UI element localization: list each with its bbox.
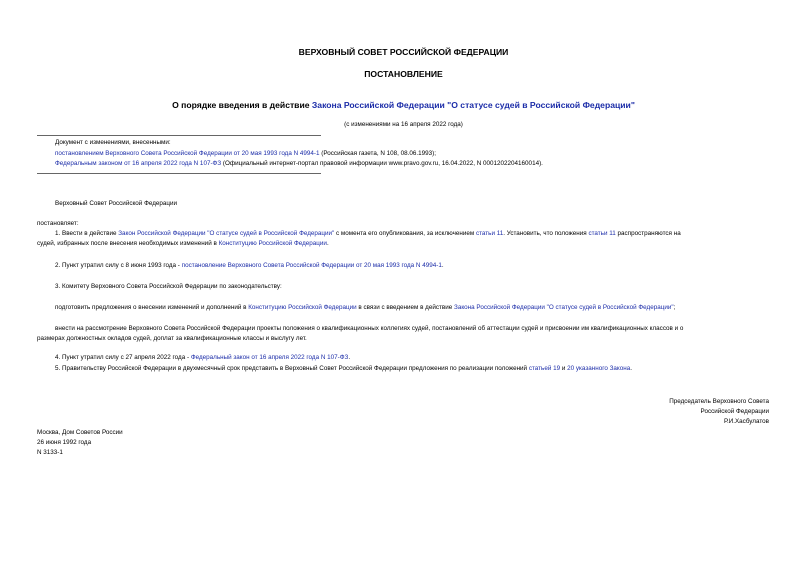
p1-law-link[interactable]: Закон Российской Федерации "О статусе судей в Российской Федерации" — [118, 230, 335, 237]
issuer: Верховный Совет Российской Федерации — [55, 200, 178, 207]
p3a-law-link[interactable]: Закона Российской Федерации "О статусе судей в Российской Федерации" — [454, 304, 674, 311]
changes-item-1 — [55, 150, 436, 158]
bottom-divider — [37, 173, 321, 174]
p3a-text-1: подготовить предложения о внесении изменений и дополнений в — [55, 304, 249, 311]
p1-text-2: с момента его опубликования, за исключением — [334, 230, 476, 237]
signature-line-2: Российской Федерации — [700, 408, 769, 415]
p1-text-3: . Установить, что положения — [503, 230, 589, 237]
footer-date: 26 июня 1992 года — [37, 439, 92, 446]
paragraph-1-line-1 — [55, 230, 681, 238]
p1-text-6: . — [326, 240, 329, 247]
paragraph-4 — [55, 354, 350, 362]
p2-resolution-link[interactable]: постановление Верховного Совета Российской Федерации от 20 мая 1993 года N 4994-1 — [181, 262, 442, 269]
p5-text-3: . — [630, 365, 632, 372]
p4-text-2: . — [348, 354, 351, 361]
revision-note: (с изменениями на 16 апреля 2022 года) — [344, 121, 463, 128]
paragraph-3b-line-1: внести на рассмотрение Верховного Совета Российской Федерации проекты положения о квалификационных коллегиях судей, постановлений об аттестации судей и присвоении им квалификационных классов и о — [55, 325, 684, 332]
p5-text-1: 5. Правительству Российской Федерации в двухмесячный срок представить в Верховный Совет Российской Федерации предложения по реализации положений — [55, 365, 529, 372]
title-law-link[interactable]: Закона Российской Федерации "О статусе судей в Российской Федерации" — [311, 100, 635, 110]
top-divider — [37, 135, 321, 136]
p1-text-4: распространяются на — [615, 230, 681, 237]
paragraph-2 — [55, 262, 444, 270]
p4-federal-law-link[interactable]: Федеральный закон от 16 апреля 2022 года N 107-ФЗ — [190, 354, 349, 361]
changes-item-2 — [55, 160, 543, 168]
p1-article-11-link-2[interactable]: статьи 11 — [588, 230, 616, 237]
paragraph-3b-line-2: размерах должностных окладов судей, доплат за квалификационные классы и выслугу лет. — [37, 335, 307, 342]
org-heading: ВЕРХОВНЫЙ СОВЕТ РОССИЙСКОЙ ФЕДЕРАЦИИ — [298, 47, 509, 57]
p1-article-11-link-1[interactable]: статьи 11 — [475, 230, 504, 237]
p3a-text-2: в связи с введением в действие — [356, 304, 455, 311]
paragraph-1-line-2 — [37, 240, 329, 248]
signature-line-1: Председатель Верховного Совета — [669, 398, 769, 405]
change-source-1: (Российская газета, N 108, 08.06.1993); — [319, 150, 436, 157]
p2-text-2: . — [441, 262, 444, 269]
p5-article-19-link[interactable]: статьей 19 — [528, 365, 561, 372]
p1-text-5: судей, избранных после внесения необходимых изменений в — [37, 240, 219, 247]
change-link-1[interactable]: постановлением Верховного Совета Российской Федерации от 20 мая 1993 года N 4994-1 — [55, 150, 320, 157]
footer-place: Москва, Дом Советов России — [37, 429, 123, 436]
p5-article-20-link[interactable]: 20 указанного Закона — [567, 365, 631, 372]
paragraph-3: 3. Комитету Верховного Совета Российской Федерации по законодательству: — [55, 283, 282, 290]
doc-type-heading: ПОСТАНОВЛЕНИЕ — [364, 69, 443, 79]
footer-number: N 3133-1 — [37, 449, 63, 456]
p3a-constitution-link[interactable]: Конституцию Российской Федерации — [248, 304, 357, 311]
change-link-2[interactable]: Федеральным законом от 16 апреля 2022 года N 107-ФЗ — [55, 160, 222, 167]
p1-constitution-link[interactable]: Конституцию Российской Федерации — [218, 240, 327, 247]
paragraph-5 — [55, 365, 632, 373]
p3a-text-3: ; — [673, 304, 676, 311]
document-title — [0, 100, 807, 110]
title-prefix: О порядке введения в действие — [172, 100, 312, 110]
changes-intro: Документ с изменениями, внесенными: — [55, 139, 171, 146]
p1-text-1: 1. Ввести в действие — [55, 230, 119, 237]
paragraph-3a — [55, 304, 675, 312]
signature-name: Р.И.Хасбулатов — [723, 418, 769, 425]
change-source-2: (Официальный интернет-портал правовой информации www.pravo.gov.ru, 16.04.2022, N 0001202204160014). — [221, 160, 543, 167]
p4-text-1: 4. Пункт утратил силу с 27 апреля 2022 года - — [55, 354, 191, 361]
resolves-word: постановляет: — [37, 220, 79, 227]
p5-text-2: и — [560, 365, 568, 372]
p2-text-1: 2. Пункт утратил силу с 8 июня 1993 года - — [55, 262, 182, 269]
